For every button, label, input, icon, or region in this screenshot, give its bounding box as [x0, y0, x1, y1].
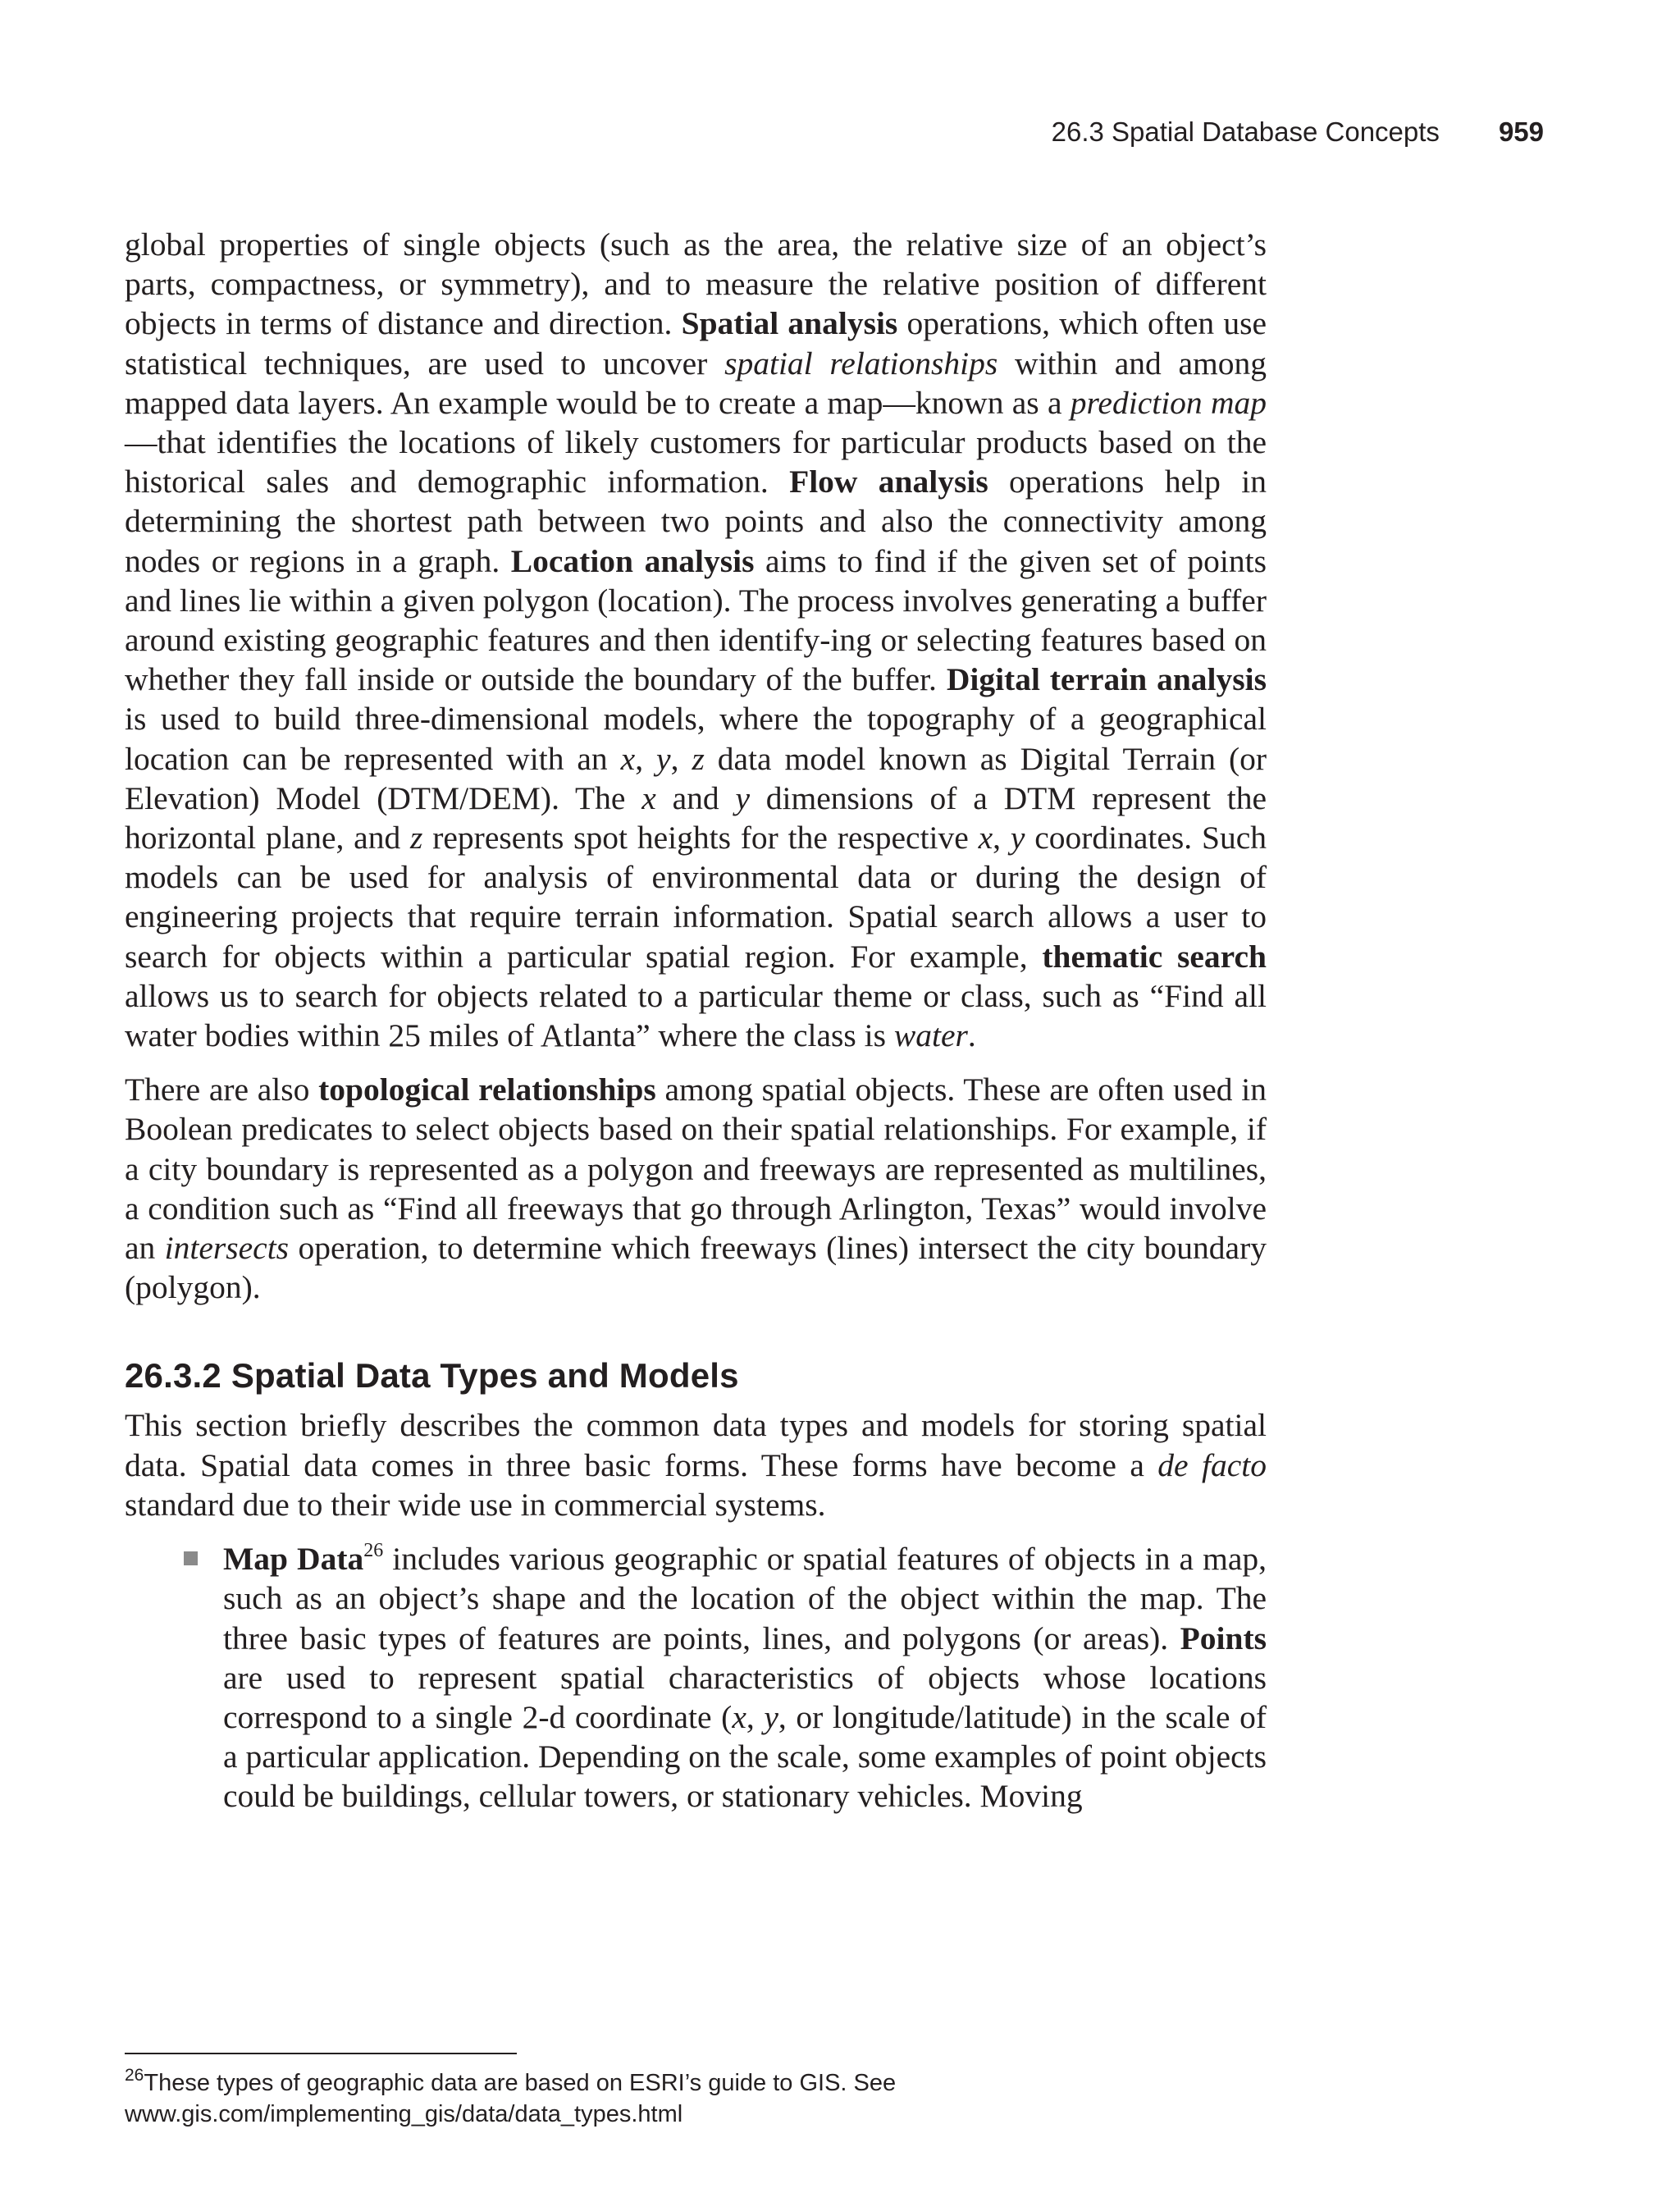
term-points: Points: [1180, 1620, 1267, 1656]
list-item-map-data: Map Data$^{26}$ includes various geographic or spatial features of objects in a map, such as an object’s shape and the location of the object within the map. The three basic types of features are points, lines, and polygons (or areas). Points are used to represent spatial characteristics of objects whose locations correspond to a single 2-d coordinate (x, y, or longitude/latitude) in the scale of a particular application. Depending on the scale, some examples of point objects could be buildings, cellular towers, or stationary vehicles. Moving: [223, 1539, 1267, 1816]
bullet-list: [125, 1539, 1267, 1816]
term-digital-terrain-analysis: Digital terrain analysis: [946, 661, 1267, 698]
running-head-section-title: 26.3 Spatial Database Concepts: [1051, 116, 1440, 147]
footnote-divider: [125, 2053, 517, 2054]
term-intersects: intersects: [164, 1230, 290, 1267]
term-location-analysis: Location analysis: [510, 542, 755, 579]
footnote-reference: 26: [363, 1540, 384, 1562]
term-spatial-relationships: spatial relationships: [724, 345, 998, 381]
footnote-url: www.gis.com/implementing_gis/data/data_types.html: [125, 2101, 683, 2127]
term-spatial-analysis: Spatial analysis: [681, 305, 898, 342]
footnote: [125, 2067, 1267, 2130]
term-prediction-map: prediction map: [1070, 384, 1267, 421]
term-thematic-search: thematic search: [1042, 938, 1267, 975]
body-text: [125, 225, 1267, 1816]
footnote-text: These types of geographic data are based on ESRI’s guide to GIS. See: [144, 2070, 897, 2096]
term-topological-relationships: topological relationships: [318, 1071, 656, 1108]
section-heading: 26.3.2 Spatial Data Types and Models: [125, 1356, 739, 1396]
term-flow-analysis: Flow analysis: [789, 464, 988, 500]
term-de-facto: de facto: [1157, 1446, 1267, 1483]
paragraph-analysis-operations: global properties of single objects (such as the area, the relative size of an object’s parts, compactness, or symmetry), and to measure the relative position of different objects in terms of distance and direction. Spatial analysis operations, which often use statistical techniques, are used to uncover spatial relationships within and among mapped data layers. An example would be to create a map—known as a prediction map—that identifies the locations of likely customers for particular products based on the historical sales and demographic information. Flow analysis operations help in determining the shortest path between two points and also the connectivity among nodes or regions in a graph. Location analysis aims to find if the given set of points and lines lie within a given polygon (location). The process involves generating a buffer around existing geographic features and then identify-ing or selecting features based on whether they fall inside or outside the boundary of the buffer. Digital terrain analysis is used to build three-dimensional models, where the topography of a geographical location can be represented with an x, y, z data model known as Digital Terrain (or Elevation) Model (DTM/DEM). The x and y dimensions of a DTM represent the horizontal plane, and z represents spot heights for the respective x, y coordinates. Such models can be used for analysis of environmental data or during the design of engineering projects that require terrain information. Spatial search allows a user to search for objects within a particular spatial region. For example, thematic search allows us to search for objects related to a particular theme or class, such as “Find all water bodies within 25 miles of Atlanta” where the class is water.: [125, 226, 1267, 1054]
footnote-number: 26: [125, 2066, 144, 2085]
paragraph-topological-relationships: There are also topological relationships among spatial objects. These are often used in Boolean predicates to select objects based on their spatial relationships. For example, if a city boundary is represented as a polygon and freeways are represented as multilines, a condition such as “Find all freeways that go through Arlington, Texas” would involve an intersects operation, to determine which freeways (lines) intersect the city boundary (polygon).: [125, 1071, 1267, 1306]
paragraph-data-types-intro: This section briefly describes the common data types and models for storing spatial data. Spatial data comes in three basic forms. These forms have become a de facto standard due to their wide use in commercial systems.: [125, 1407, 1267, 1523]
term-map-data: Map Data: [223, 1541, 364, 1578]
page-number: 959: [1498, 116, 1544, 147]
running-head: [1052, 116, 1544, 156]
square-bullet-icon: [184, 1551, 198, 1565]
